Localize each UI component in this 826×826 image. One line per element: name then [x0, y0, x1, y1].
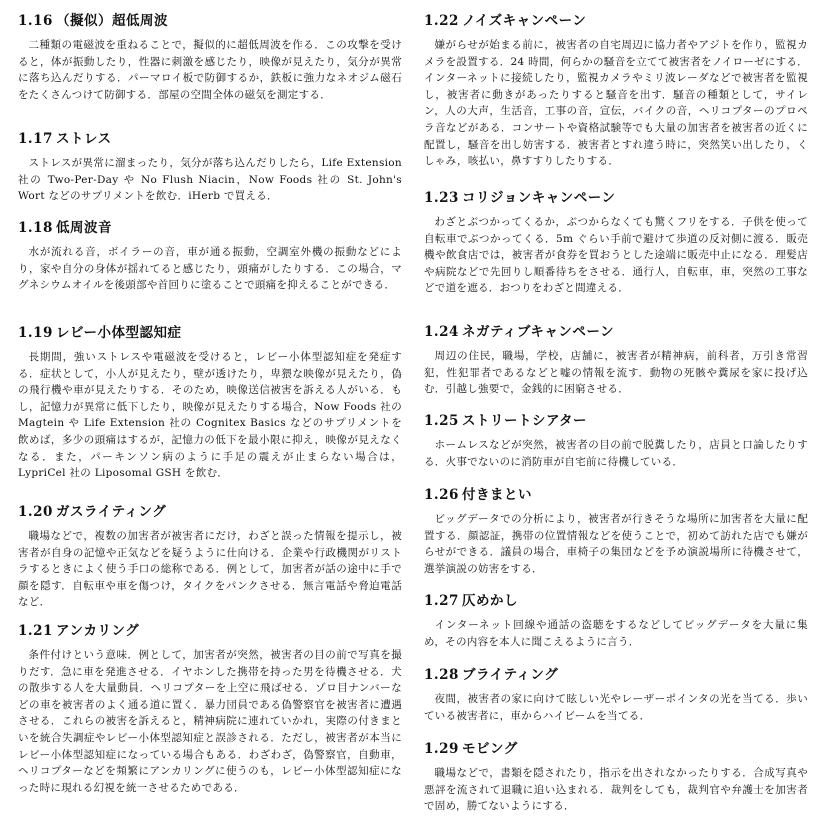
- section-1-24: [424, 323, 808, 398]
- section-number: 1.24: [424, 324, 459, 340]
- section-body: 職場などで，書類を隠されたり，指示を出されなかったりする．合成写真や悪評を流されて退職に追い込まれる．裁判をしても，裁判官や弁護士を加害者で固め，勝てないようにする．: [424, 767, 808, 813]
- section-number: 1.16: [18, 13, 53, 29]
- section-title: ノイズキャンペーン: [462, 13, 587, 29]
- section-title: ブライティング: [462, 667, 559, 683]
- section-number: 1.20: [18, 504, 53, 520]
- section-number: 1.19: [18, 325, 53, 341]
- section-1-16: [18, 12, 402, 103]
- section-title: レビー小体型認知症: [56, 325, 182, 341]
- section-number: 1.17: [18, 131, 53, 147]
- section-body: 嫌がらせが始まる前に，被害者の自宅周辺に協力者やアジトを作り，監視カメラを設置する．24 時間，何らかの騒音を立てて被害者をノイローゼにする．インターネットに接続したり，監視カメラやミリ波レーダなどで被害者を監視し，被害者に動きがあったりすると騒音を出す．騒音の種類として，サイレン，人の大声，生活音，工事の音，宣伝，バイクの音，ヘリコプターのプロペラ音などがある．コンサートや資格試験等でも大量の加害者を被害者の近くに配置し，騒音を出し妨害する．被害者とすれ違う時に，突然笑い出したり，くしゃみ，咳払い，鼻すすりしたりする．: [424, 39, 808, 168]
- section-heading: [18, 622, 402, 640]
- section-body: 長期間，強いストレスや電磁波を受けると，レビー小体型認知症を発症する．症状として，小人が見えたり，壁が透けたり，卑猥な映像が見えたり，偽の飛行機や車が見えたりする．そのため，映像送信被害を訴える人がいる．もし，記憶力が異常に低下したり，映像が見えたりする場合，Now Foods 社の Magtein や Life Extension 社の Cognitex Basics などのサプリメントを飲めば，多少の頭痛はするが，記憶力の低下を最小限に抑え，映像が見えなくなる．また，パーキンソン病のように手足の震えが止まらない場合は，LypriCel 社の Liposomal GSH を飲む．: [18, 351, 402, 480]
- section-body: 周辺の住民，職場，学校，店舗に，被害者が精神病，前科者，万引き常習犯，性犯罪者であるなどと嘘の情報を流す．動物の死骸や糞尿を家に投げ込む．引越し強要で，金銭的に困窮させる．: [424, 350, 808, 396]
- section-body: ホームレスなどが突然，被害者の目の前で脱糞したり，店員と口論したりする．火事でないのに消防車が自宅前に待機している．: [424, 439, 808, 468]
- section-body: インターネット回線や通話の盗聴をするなどしてビッグデータを大量に集め，その内容を本人に聞こえるように言う．: [424, 619, 808, 648]
- section-1-28: [424, 666, 808, 724]
- section-number: 1.18: [18, 220, 53, 236]
- section-body: 職場などで，複数の加害者が被害者にだけ，わざと誤った情報を提示し，被害者が自身の記憶や正気などを疑うように仕向ける．企業や行政機関がリストラするときによく使う手口の総称である．例として，加害者が話の途中に手で顔を隠す．自転車や車を傷つけ，タイクをパンクさせる．無言電話や脅迫電話など．: [18, 530, 402, 609]
- section-number: 1.29: [424, 741, 459, 757]
- section-heading: [424, 189, 808, 207]
- section-1-25: [424, 412, 808, 470]
- section-1-27: [424, 592, 808, 650]
- section-body: ストレスが異常に溜まったり，気分が落ち込んだりしたら，Life Extension 社の Two-Per-Day や No Flush Niacin，Now Foods 社の St. John's Wort などのサプリメントを飲む．iHerb で買える．: [18, 157, 402, 203]
- section-title: ネガティブキャンペーン: [462, 324, 615, 340]
- section-body: 二種類の電磁波を重ねることで，擬似的に超低周波を作る．この攻撃を受けると，体が振動したり，性器に刺激を感じたり，映像が見えたり，気分が異常に落ち込んだりする．パーマロイ板で防御するか，鉄板に強力なネオジム磁石をたくさんつけて防御する．部屋の空間全体の磁気を測定する．: [18, 39, 402, 101]
- section-title: 仄めかし: [462, 593, 518, 609]
- section-title: アンカリング: [56, 623, 140, 639]
- section-1-22: [424, 12, 808, 170]
- section-heading: [424, 486, 808, 504]
- section-body: 水が流れる音，ボイラーの音，車が通る振動，空調室外機の振動などにより，家や自分の身体が揺れてると感じたり，頭痛がしたりする．この場合，マグネシウムオイルを後頭部や首回りに塗ることで頭痛を抑えることができる．: [18, 246, 402, 292]
- section-number: 1.26: [424, 487, 459, 503]
- section-heading: [18, 219, 402, 237]
- section-body: ビッグデータでの分析により，被害者が行きそうな場所に加害者を大量に配置する．顔認証，携帯の位置情報などを使うことで，初めて訪れた店でも嫌がらせができる．議員の場合，車椅子の集団などを予め演説場所に待機させて，選挙演説の妨害をする．: [424, 513, 808, 575]
- section-title: コリジョンキャンペーン: [462, 190, 616, 206]
- section-1-26: [424, 486, 808, 577]
- section-number: 1.23: [424, 190, 459, 206]
- section-body: 条件付けという意味．例として，加害者が突然，被害者の目の前で写真を撮りだす．急に車を発進させる．イヤホンした携帯を持った男を待機させる．犬の散歩する人を大量動員．ヘリコプターを上空に飛ばせる．ゾロ目ナンバーなどの車を被害者のよく通る道に置く．暴力団員である偽警察官を被害者に遭遇させる．これらの被害を訴えると，精神病院に連れていかれ，実際の付きまといを統合失調症やレビー小体型認知症と誤診される．ただし，被害者が本当にレビー小体型認知症になっている場合もある．わざわざ，偽警察官，自動車，ヘリコプターなどを頻繁にアンカリングに使うのも，レビー小体型認知症になった時に現れる幻視を統一させるためである．: [18, 649, 402, 794]
- section-1-29: [424, 740, 808, 815]
- section-number: 1.21: [18, 623, 53, 639]
- section-heading: [18, 12, 402, 30]
- section-title: ストレス: [56, 131, 112, 147]
- section-title: ストリートシアター: [462, 413, 588, 429]
- section-title: ガスライティング: [56, 504, 167, 520]
- section-1-20: [18, 503, 402, 611]
- section-heading: [424, 323, 808, 341]
- section-title: モビング: [462, 741, 518, 757]
- section-1-23: [424, 189, 808, 297]
- section-heading: [424, 12, 808, 30]
- section-number: 1.28: [424, 667, 459, 683]
- section-body: 夜間，被害者の家に向けて眩しい光やレーザーポインタの光を当てる．歩いている被害者に，車からハイビームを当てる．: [424, 693, 808, 722]
- section-heading: [424, 412, 808, 430]
- section-title: 低周波音: [56, 220, 112, 236]
- section-heading: [18, 130, 402, 148]
- section-title: （擬似）超低周波: [56, 13, 168, 29]
- section-1-21: [18, 622, 402, 796]
- section-heading: [18, 503, 402, 521]
- section-body: わざとぶつかってくるか，ぶつからなくても驚くフリをする．子供を使って自転車でぶつかってくる．5m ぐらい手前で避けて歩道の反対側に渡る．販売機や飲食店では，被害者が食券を買おうとした途端に販売中止になる．理髪店や病院などで先回りし順番待ちをさせる．通行人，自転車，車，突然の工事などで道を遮る．おつりをわざと間違える．: [424, 216, 808, 295]
- section-1-19: [18, 324, 402, 482]
- section-1-18: [18, 219, 402, 294]
- section-heading: [424, 592, 808, 610]
- section-title: 付きまとい: [462, 487, 532, 503]
- section-heading: [424, 740, 808, 758]
- section-heading: [424, 666, 808, 684]
- section-1-17: [18, 130, 402, 205]
- section-heading: [18, 324, 402, 342]
- section-number: 1.22: [424, 13, 459, 29]
- section-number: 1.25: [424, 413, 459, 429]
- section-number: 1.27: [424, 593, 459, 609]
